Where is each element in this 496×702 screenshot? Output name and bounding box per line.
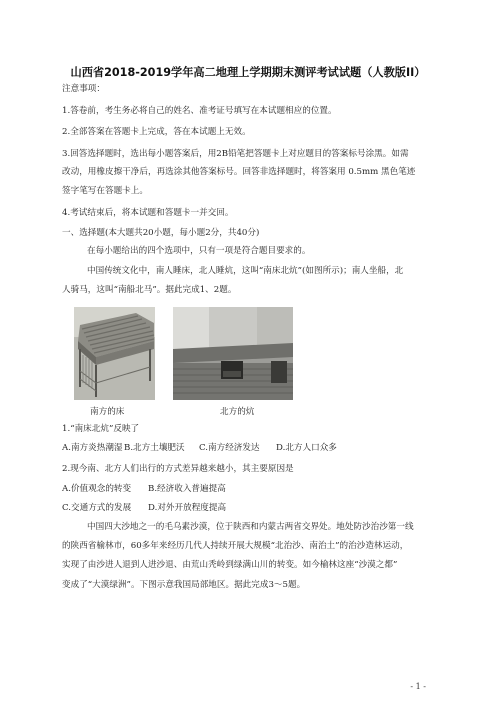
notice-1: 1.答卷前，考生务必将自己的姓名、准考证号填写在本试题相应的位置。 — [62, 106, 337, 116]
q2-option-a: A.价值观念的转变 — [62, 484, 132, 494]
q1-option-a: A.南方炎热潮湿 — [62, 443, 123, 453]
question-1-stem: 1.“南床北炕”反映了 — [62, 424, 140, 434]
passage2-line3: 实现了由沙进人退到人进沙退、由荒山秃岭到绿满山川的转变。如今榆林这座“沙漠之都” — [62, 560, 398, 570]
passage2-line4: 变成了“大漠绿洲”。下图示意我国局部地区。据此完成3～5题。 — [62, 580, 306, 590]
passage2-line1: 中国四大沙地之一的毛乌素沙漠，位于陕西和内蒙古两省交界处。地处防沙治沙第一线 — [87, 522, 414, 532]
notice-4: 4.考试结束后，将本试题和答题卡一并交回。 — [62, 208, 234, 218]
passage1-line1: 中国传统文化中，南人睡床，北人睡炕，这叫“南床北炕”(如图所示)；南人坐船，北 — [87, 266, 404, 276]
section-heading: 一、选择题(本大题共20小题，每小题2分，共40分) — [62, 228, 260, 238]
page-title: 山西省2018-2019学年高二地理上学期期末测评考试试题（人教版II） — [70, 66, 426, 79]
passage1-line2: 人骑马，这叫“南船北马”。据此完成1、2题。 — [62, 285, 237, 295]
q1-option-d: D.北方人口众多 — [276, 443, 337, 453]
notice-3-cont: 改动，用橡皮擦干净后，再选涂其他答案标号。回答非选择题时，将答案用 0.5mm 黑色笔迹 — [62, 167, 416, 177]
question-2-stem: 2.现今南、北方人们出行的方式差异越来越小，其主要原因是 — [62, 464, 294, 474]
notice-3-cont2: 签字笔写在答题卡上。 — [62, 186, 148, 196]
southern-bed-image — [74, 307, 155, 400]
notice-3: 3.回答选择题时，选出每小题答案后，用2B铅笔把答题卡上对应题目的答案标号涂黑。如需 — [62, 149, 409, 159]
page-number: - 1 - — [410, 682, 426, 691]
notice-heading: 注意事项： — [62, 84, 105, 94]
q1-option-c: C.南方经济发达 — [199, 443, 260, 453]
caption-southern-bed: 南方的床 — [90, 407, 125, 417]
q2-option-b: B.经济收入普遍提高 — [148, 484, 226, 494]
section-instruction: 在每小题给出的四个选项中，只有一项是符合题目要求的。 — [87, 246, 311, 256]
passage2-line2: 的陕西省榆林市，60多年来经历几代人持续开展大规模“北治沙、南治土”的治沙造林运动， — [62, 541, 409, 551]
q2-option-d: D.对外开放程度提高 — [148, 503, 227, 513]
notice-2: 2.全部答案在答题卡上完成，答在本试题上无效。 — [62, 127, 251, 137]
northern-kang-image — [173, 307, 293, 400]
q2-option-c: C.交通方式的发展 — [62, 503, 132, 513]
q1-option-b: B.北方土壤肥沃 — [124, 443, 185, 453]
caption-northern-kang: 北方的炕 — [220, 407, 255, 417]
